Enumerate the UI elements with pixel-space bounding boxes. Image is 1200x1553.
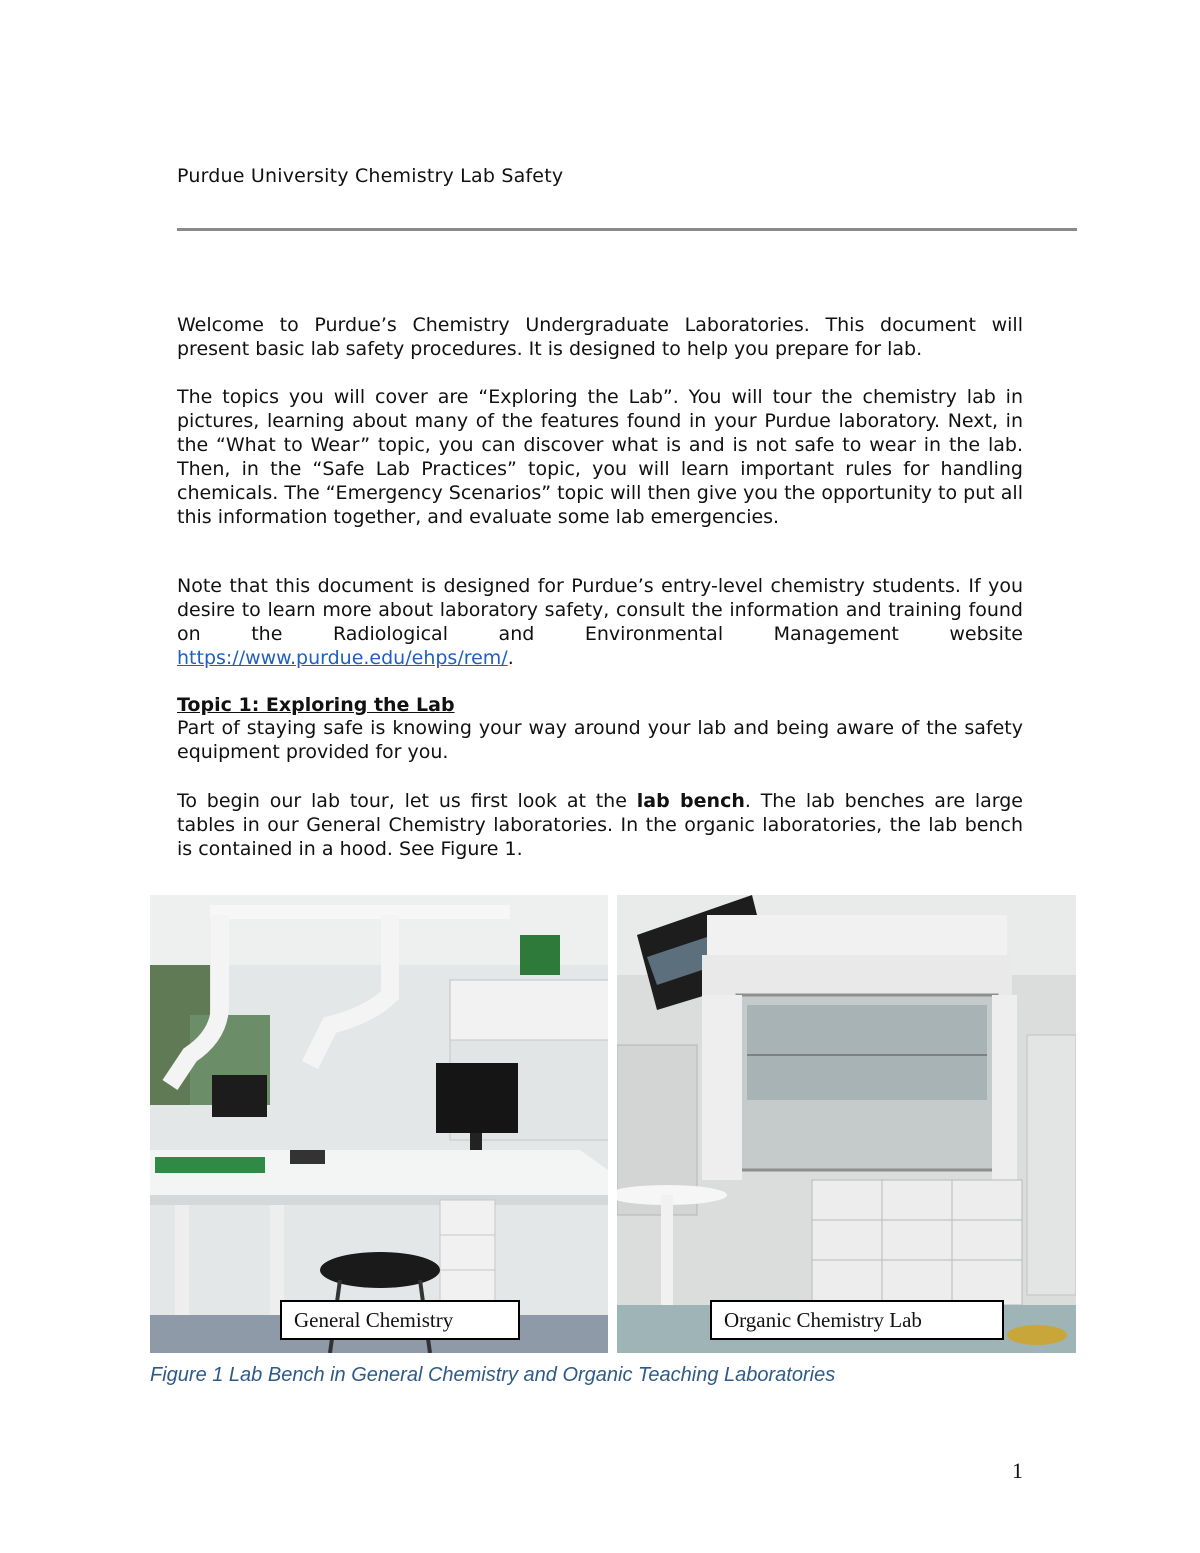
general-chemistry-photo xyxy=(150,895,608,1353)
topic-1-paragraph-1: Part of staying safe is knowing your way around your lab and being aware of the safety equipment provided for you. xyxy=(177,717,1023,763)
intro-paragraph-2: The topics you will cover are “Exploring the Lab”. You will tour the chemistry lab in pictures, learning about many of the features found in your Purdue laboratory. Next, in the “What to Wear” topic, you can discover what is and is not safe to wear in the lab. Then, in the “Safe Lab Practices” topic, you will learn important rules for handling chemicals. The “Emergency Scenarios” topic will then give you the opportunity to put all this information together, and evaluate some lab emergencies. xyxy=(177,386,1023,528)
topic-1-paragraph-2 xyxy=(177,789,1023,861)
rem-website-link[interactable]: https://www.purdue.edu/ehps/rem/ xyxy=(177,647,508,669)
lab-bench-term: lab bench xyxy=(636,790,745,812)
topic-1-paragraph-2-start: To begin our lab tour, let us first look at the xyxy=(177,790,637,812)
intro-paragraph-3 xyxy=(177,574,1023,670)
topic-1-heading: Topic 1: Exploring the Lab xyxy=(177,694,455,716)
organic-chemistry-illustration xyxy=(617,895,1076,1353)
intro-paragraph-1: Welcome to Purdue’s Chemistry Undergraduate Laboratories. This document will present basic lab safety procedures. It is designed to help you prepare for lab. xyxy=(177,314,1023,360)
intro-paragraph-3-text: Note that this document is designed for Purdue’s entry-level chemistry students. If you desire to learn more about laboratory safety, consult the information and training found on the Radiological and Environmental Management website xyxy=(177,575,1023,645)
organic-chemistry-label: Organic Chemistry Lab xyxy=(710,1300,1004,1340)
organic-chemistry-photo xyxy=(617,895,1076,1353)
intro-paragraph-3-end: . xyxy=(507,647,514,669)
page-number: 1 xyxy=(1012,1458,1023,1483)
topic-1-paragraph-2-end: . The lab benches are large tables in our General Chemistry laboratories. In the organic laboratories, the lab bench is contained in a hood. See Figure 1. xyxy=(177,790,1023,860)
general-chemistry-illustration xyxy=(150,895,608,1353)
figure-1-caption: Figure 1 Lab Bench in General Chemistry and Organic Teaching Laboratories xyxy=(150,1364,836,1386)
document-header-title: Purdue University Chemistry Lab Safety xyxy=(177,165,564,187)
general-chemistry-label: General Chemistry xyxy=(280,1300,520,1340)
header-divider xyxy=(177,228,1077,231)
